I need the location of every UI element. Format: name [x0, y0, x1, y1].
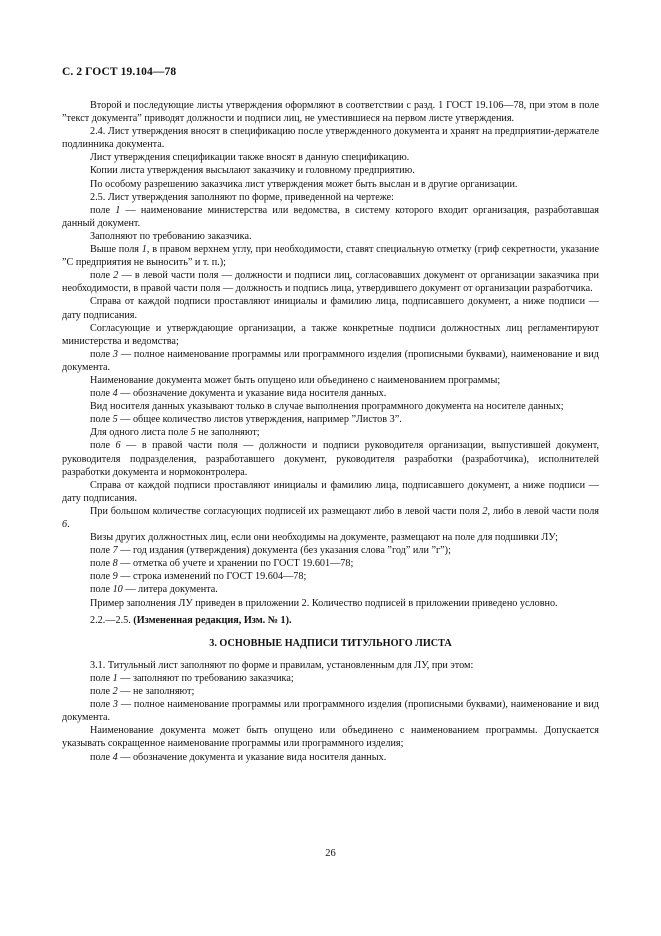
paragraph: Лист утверждения спецификации также вносят в данную спецификацию.: [90, 152, 410, 164]
paragraph: Справа от каждой подписи проставляют инициалы и фамилию лица, подписавшего документ, а ниже подписи — дату подписания.: [62, 296, 599, 321]
paragraph: Заполняют по требованию заказчика.: [90, 230, 252, 242]
paragraph: поле 7 — год издания (утверждения) документа (без указания слова ”год” или ”г”);: [90, 545, 451, 557]
revision-label: (Измененная редакция, Изм. № 1).: [133, 614, 292, 626]
paragraph: Визы других должностных лиц, если они необходимы на документе, размещают на поле для подшивки ЛУ;: [90, 532, 558, 544]
paragraph: Пример заполнения ЛУ приведен в приложении 2. Количество подписей в приложении приведено условно.: [90, 597, 558, 609]
paragraph: поле 10 — литера документа.: [90, 584, 218, 596]
paragraph: Наименование документа может быть опущено или объединено с наименованием программы. Допускается указывать сокращенное наименование программы или программного изделия;: [62, 725, 599, 750]
paragraph: поле 4 — обозначение документа и указание вида носителя данных.: [90, 388, 387, 400]
paragraph: поле 3 — полное наименование программы или программного изделия (прописными буквами), наименование и вид документа.: [62, 699, 599, 724]
paragraph: Наименование документа может быть опущено или объединено с наименованием программы;: [90, 374, 501, 386]
paragraph: Справа от каждой подписи проставляют инициалы и фамилию лица, подписавшего документ, а ниже подписи — дату подписания.: [62, 479, 599, 504]
paragraph: Выше поля 1, в правом верхнем углу, при необходимости, ставят специальную отметку (гриф секретности, указание ”С предприятия не выносить” и т. п.);: [62, 244, 600, 269]
body-text: [62, 99, 599, 764]
paragraph: 2.4. Лист утверждения вносят в спецификацию после утвержденного документа и хранят на предприятии-держателе подлинника документа.: [62, 126, 599, 151]
revision-prefix: 2.2.—2.5.: [90, 614, 134, 626]
paragraph: поле 2 — в левой части поля — должности и подписи лиц, согласовавших документ от организации заказчика при необходимости, в правой части поля — должность и подпись лица, утвердившего документ от организации разработчика.: [62, 270, 599, 295]
paragraph: поле 2 — не заполняют;: [90, 686, 195, 698]
paragraph: Второй и последующие листы утверждения оформляют в соответствии с разд. 1 ГОСТ 19.106—78, при этом в поле ”текст документа” приводят должности и подписи лиц, не уместившиеся на первом листе утверждения.: [62, 100, 599, 125]
paragraph: 2.5. Лист утверждения заполняют по форме, приведенной на чертеже:: [90, 191, 395, 203]
paragraph: поле 1 — наименование министерства или ведомства, в систему которого входит организация, разработавшая данный документ.: [62, 204, 599, 229]
paragraph: 3.1. Титульный лист заполняют по форме и правилам, установленным для ЛУ, при этом:: [90, 659, 474, 671]
paragraph: Для одного листа поле 5 не заполняют;: [90, 427, 260, 439]
section-title: 3. ОСНОВНЫЕ НАДПИСИ ТИТУЛЬНОГО ЛИСТА: [209, 637, 452, 649]
paragraph: поле 3 — полное наименование программы или программного изделия (прописными буквами), наименование и вид документа.: [62, 348, 599, 373]
page-number: 26: [325, 848, 336, 859]
paragraph: По особому разрешению заказчика лист утверждения может быть выслан и в другие организации.: [90, 178, 518, 190]
revision-note: [62, 614, 599, 627]
paragraph: Вид носителя данных указывают только в случае выполнения программного документа на носителе данных;: [90, 401, 564, 413]
paragraph: Копии листа утверждения высылают заказчику и головному предприятию.: [90, 165, 415, 177]
paragraph: поле 6 — в правой части поля — должности и подписи руководителя организации, выпустившей документ, руководителя подразделения, разработавшего документ, руководителя разработки (разработчика), исполнителей разработки документа и нормоконтролера.: [62, 440, 599, 478]
paragraph: поле 9 — строка изменений по ГОСТ 19.604—78;: [90, 571, 307, 583]
page-header: С. 2 ГОСТ 19.104—78: [62, 66, 177, 78]
paragraph: При большом количестве согласующих подписей их размещают либо в левой части поля 2, либо в левой части поля 6.: [62, 505, 599, 530]
paragraph: поле 4 — обозначение документа и указание вида носителя данных.: [90, 751, 387, 763]
paragraph: поле 5 — общее количество листов утверждения, например ”Листов 3”.: [90, 414, 402, 426]
paragraph: Согласующие и утверждающие организации, а также конкретные подписи должностных лиц регламентируют министерства и ведомства;: [62, 322, 599, 347]
paragraph: поле 1 — заполняют по требованию заказчика;: [90, 672, 294, 684]
paragraph: поле 8 — отметка об учете и хранении по ГОСТ 19.601—78;: [90, 558, 354, 570]
